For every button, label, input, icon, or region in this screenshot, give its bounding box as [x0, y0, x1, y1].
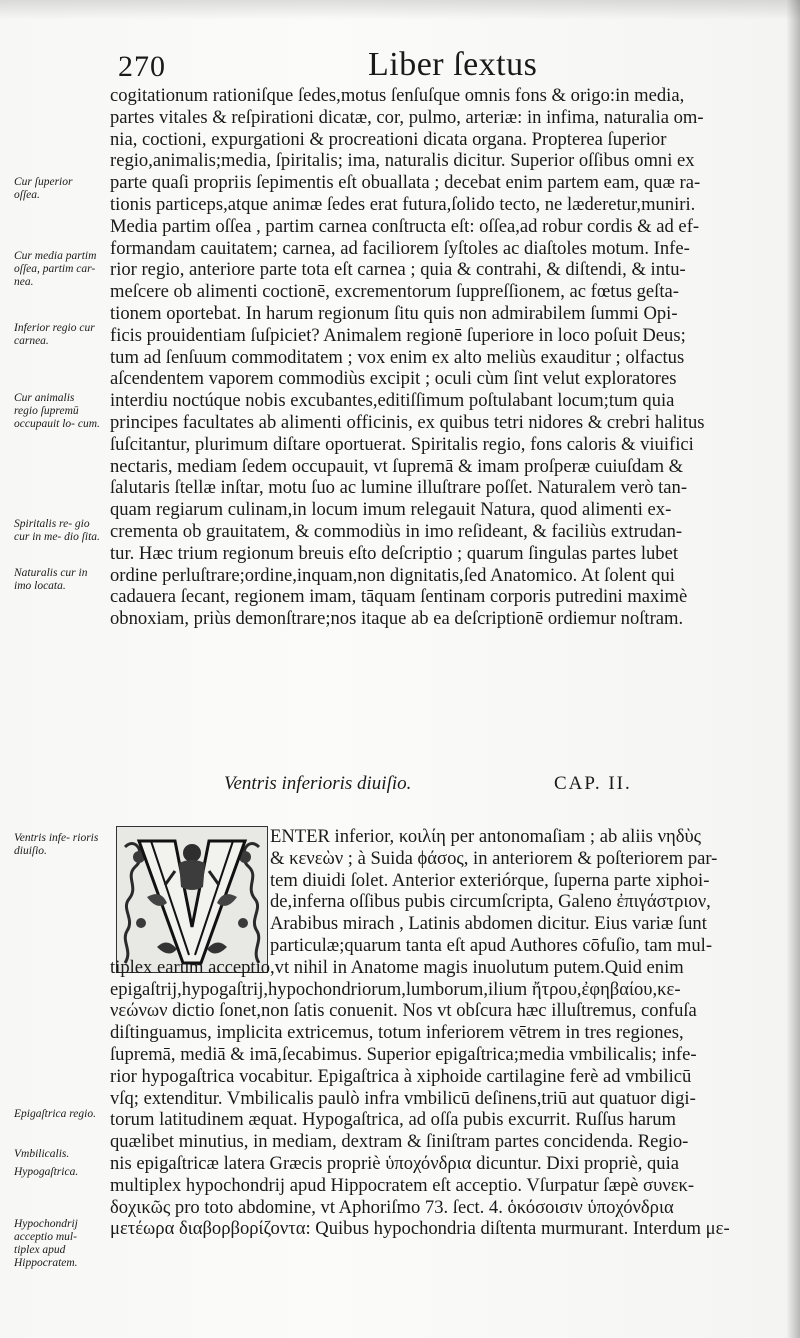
- text-line: rior regio, anteriore parte tota eſt carnea ; quia & contrahi, & diſtendi, & intu-: [110, 259, 686, 281]
- margin-note-11: Hypochondrij acceptio mul- tiplex apud Hippocratem.: [14, 1218, 78, 1269]
- margin-note-5: Spiritalis re- gio cur in me- dio ſita.: [14, 518, 100, 543]
- text-line: obnoxiam, priùs demonſtrare;nos itaque ab ea deſcriptionē ordiemur noſtram.: [110, 608, 684, 630]
- text-line: quælibet minutius, in mediam, dextram & ſiniſtram partes concidenda. Regio-: [110, 1131, 689, 1153]
- text-line: parte quaſi propriis ſepimentis eſt obuallata ; decebat enim partem eam, quæ ra-: [110, 172, 701, 194]
- indented-lines: [110, 826, 770, 957]
- text-line: ENTER inferior, κοιλίη per antonomaſiam ; ab aliis νηδὺς: [270, 826, 702, 847]
- text-line: torum latitudinem æquat. Hypogaſtrica, ad oſſa pubis excurrit. Ruſſus harum: [110, 1109, 676, 1131]
- text-line: ordine perluſtrare;ordine,inquam,non dignitatis,ſed Anatomico. At ſolent qui: [110, 564, 675, 586]
- text-line: regio,animalis;media, ſpiritalis; ima, naturalis dicitur. Superior oſſibus omni ex: [110, 150, 695, 172]
- margin-note-8: Epigaſtrica regio.: [14, 1108, 96, 1120]
- text-line: cogitationum rationiſque ſedes,motus ſenſuſque omnis fons & origo:in media,: [110, 85, 685, 106]
- text-line: tem diuidi ſolet. Anterior exteriórque, ſuperna parte xiphoi-: [270, 869, 710, 891]
- text-line: aſcendentem vaporem commodiùs excipit ; oculi cùm ſint velut exploratores: [110, 368, 677, 390]
- text-line: de,inferna oſſibus pubis circumſcripta, Galeno ἐπιγάστριον,: [270, 891, 711, 913]
- text-line: & κενεὼν ; à Suida ϕάσος, in anteriorem & poſteriorem par-: [270, 847, 718, 869]
- text-line: nectaris, mediam ſedem occupauit, vt ſupremā & imam proſperæ cuiuſdam &: [110, 455, 684, 477]
- margin-note-2: Cur media partim oſſea, partim car- nea.: [14, 250, 97, 288]
- text-line: tum ad ſenſuum commoditatem ; vox enim ex alto meliùs exauditur ; olfactus: [110, 346, 685, 368]
- chapter-number: CAP. II.: [554, 773, 632, 794]
- text-line: diſtinguamus, implicita extricemus, totum inferiorem vētrem in tres regiones,: [110, 1022, 684, 1044]
- running-head: Liber ſextus: [368, 46, 538, 83]
- text-line: ſalutaris ſtellæ inſtar, motu ſuo ac lumine illuſtrare poſſet. Naturalem verò tan-: [110, 477, 688, 499]
- margin-note-6: Naturalis cur in imo locata.: [14, 567, 88, 592]
- text-line: principes facultates ab alimenti officinis, ex quibus tetri nidores & crebri halitus: [110, 411, 705, 433]
- text-line: ſupremā, mediā & imā,ſecabimus. Superior epigaſtrica;media vmbilicalis; infe-: [110, 1043, 697, 1065]
- body-text-part1: [110, 85, 770, 630]
- page-number: 270: [118, 50, 166, 83]
- margin-note-7: Ventris infe- rioris diuiſio.: [14, 832, 99, 857]
- page-edge-shadow: [786, 0, 800, 1338]
- text-line: vſq; extenditur. Vmbilicalis paulò infra vmbilicū deſinens,triū aut quatuor digi-: [110, 1087, 696, 1109]
- text-line: epigaſtrij,hypogaſtrij,hypochondriorum,lumborum,ilium ἤτρου,ἐφηβαίου,κε-: [110, 978, 681, 1000]
- text-line: ficis prouidentiam ſuſpiciet? Animalem regionē ſuperiore in loco poſuit Deus;: [110, 324, 686, 346]
- text-line: tionem oportebat. In harum regionum ſitu quis non admirabilem ſummi Opi-: [110, 302, 678, 324]
- margin-note-10: Hypogaſtrica.: [14, 1166, 79, 1178]
- text-line: μετέωρα διαβορβορίζοντα: Quibus hypochondria diſtenta murmurant. Interdum με-: [110, 1218, 730, 1240]
- text-line: Media partim oſſea , partim carnea conſtructa eſt: oſſea,ad robur cordis & ad ef-: [110, 215, 700, 237]
- text-line: rior hypogaſtrica vocabitur. Epigaſtrica à xiphoide cartilagine ferè ad vmbilicū: [110, 1065, 692, 1087]
- text-line: partes vitales & reſpirationi dicatæ, cor, pulmo, arteriæ: in infima, naturalia om-: [110, 106, 704, 128]
- margin-note-4: Cur animalis regio ſupremū occupauit lo- cum.: [14, 392, 100, 430]
- text-line: interdiu noctúque nobis excubantes,editiſſimum poſtulabant locum;tum quia: [110, 390, 675, 412]
- margin-note-9: Vmbilicalis.: [14, 1148, 70, 1160]
- text-line: tiplex earum acceptio,vt nihil in Anatome magis inuolutum putem.Quid enim: [110, 956, 684, 978]
- text-line: δοχικῶς pro toto abdomine, vt Aphoriſmo 73. ſect. 4. ὁκόσοισιν ὑποχόνδρια: [110, 1196, 674, 1218]
- chapter-title: Ventris inferioris diuiſio.: [224, 773, 412, 794]
- text-line: cadauera ſecant, regionem imam, tāquam ſentinam corporis putredini maximè: [110, 586, 688, 608]
- body-text-part2: [110, 826, 770, 1240]
- top-edge-shadow: [0, 0, 800, 20]
- text-line: ſuſcitantur, plurimum diſtare oportuerat. Spiritalis regio, fons caloris & viuifici: [110, 433, 694, 455]
- margin-note-1: Cur ſuperior oſſea.: [14, 176, 73, 201]
- text-line: quam regiarum culinam,in locum imum relegauit Natura, quod alimenti ex-: [110, 499, 672, 521]
- text-line: nis epigaſtricæ latera Græcis propriè ὑποχόνδρια dicuntur. Dixi propriè, quia: [110, 1152, 680, 1174]
- text-line: νεώνων dictio ſonet,non ſatis conuenit. Nos vt obſcura hæc illuſtremus, confuſa: [110, 1000, 697, 1022]
- text-line: formandam cauitatem; carnea, ad faciliorem ſyſtoles ac diaſtoles motum. Infe-: [110, 237, 690, 259]
- text-line: Arabibus mirach , Latinis abdomen dicitur. Eius variæ ſunt: [270, 913, 707, 935]
- text-line: tur. Hæc trium regionum breuis eſto deſcriptio ; quarum ſingulas partes lubet: [110, 542, 679, 564]
- text-line: meſcere ob alimenti coctionē, excrementorum ſuppreſſionem, ac fœtus geſta-: [110, 281, 679, 303]
- text-line: crementa ob grauitatem, & commodiùs in imo reſideant, & faciliùs extrudan-: [110, 520, 683, 542]
- text-line: tionis particeps,atque animæ ſedes erat futura,ſolido tecto, ne læderetur,muniri.: [110, 193, 696, 215]
- text-line: particulæ;quarum tanta eſt apud Authores cōfuſio, tam mul-: [270, 934, 713, 956]
- text-line: multiplex hypochondrij apud Hippocratem eſt acceptio. Vſurpatur ſæpè συνεκ-: [110, 1174, 695, 1196]
- margin-note-3: Inferior regio cur carnea.: [14, 322, 95, 347]
- text-line: nia, coctioni, expurgationi & procreationi dicata organa. Propterea ſuperior: [110, 128, 667, 150]
